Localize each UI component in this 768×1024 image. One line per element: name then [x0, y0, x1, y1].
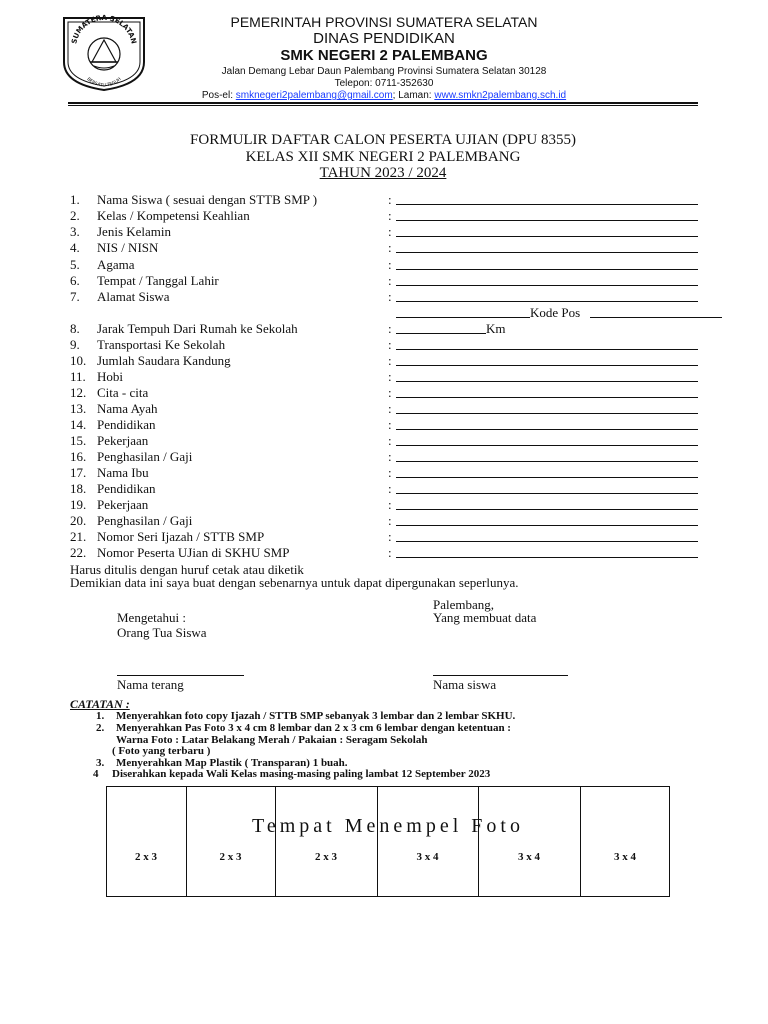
photo-size-cell: 2 x 3 — [219, 851, 242, 863]
author-label: Yang membuat data — [433, 610, 537, 625]
field-input-line[interactable] — [396, 525, 698, 526]
distance-input[interactable] — [396, 333, 486, 334]
email-label: Pos-el: — [201, 90, 236, 101]
field-number: 20. — [70, 513, 87, 528]
field-colon: : — [388, 289, 392, 304]
notes-title: CATATAN : — [70, 697, 130, 711]
field-label: Nama Ibu — [97, 465, 149, 480]
parent-signature-line[interactable] — [117, 675, 244, 676]
field-colon: : — [388, 273, 392, 288]
postal-code-input[interactable] — [590, 317, 722, 318]
photo-cell-divider — [186, 786, 187, 897]
field-label: Pendidikan — [97, 417, 156, 432]
field-label: Nomor Peserta UJian di SKHU SMP — [97, 545, 290, 560]
field-input-line[interactable] — [396, 461, 698, 462]
field-label: Pekerjaan — [97, 497, 149, 512]
field-label: Nama Siswa ( sesuai dengan STTB SMP ) — [97, 192, 318, 207]
photo-size-cell: 2 x 3 — [315, 851, 337, 863]
field-label: Nomor Seri Ijazah / STTB SMP — [97, 529, 265, 544]
photo-cell-divider — [377, 786, 378, 897]
field-number: 12. — [70, 385, 87, 400]
field-label: Penghasilan / Gaji — [97, 449, 193, 464]
field-input-line[interactable] — [396, 413, 698, 414]
field-label: Kelas / Kompetensi Keahlian — [97, 208, 250, 223]
field-input-line[interactable] — [396, 397, 698, 398]
signature-city: Palembang, — [433, 597, 495, 612]
field-number: 5. — [70, 257, 80, 272]
field-input-line[interactable] — [396, 381, 698, 382]
field-input-line[interactable] — [396, 285, 698, 286]
field-colon: : — [388, 417, 392, 432]
logo-top-text: SUMATERA SELATAN — [70, 13, 138, 45]
note-text: Diserahkan kepada Wali Kelas masing-masing paling lambat 12 September 2023 — [112, 768, 491, 780]
field-label: Cita - cita — [97, 385, 149, 400]
field-colon: : — [388, 433, 392, 448]
header-divider-thin — [68, 105, 698, 106]
field-label: Penghasilan / Gaji — [97, 513, 193, 528]
field-input-line[interactable] — [396, 477, 698, 478]
field-label: Hobi — [97, 369, 123, 384]
field-colon: : — [388, 385, 392, 400]
school-address: Jalan Demang Lebar Daun Palembang Provinsi Sumatera Selatan 30128 — [221, 66, 547, 77]
field-label: Alamat Siswa — [97, 289, 170, 304]
field-input-line[interactable] — [396, 493, 698, 494]
parent-name-label: Nama terang — [117, 677, 184, 692]
field-label: Nama Ayah — [97, 401, 158, 416]
form-subtitle: KELAS XII SMK NEGERI 2 PALEMBANG — [245, 149, 521, 165]
field-colon: : — [388, 208, 392, 223]
field-label: Jarak Tempuh Dari Rumah ke Sekolah — [97, 321, 298, 336]
field-colon: : — [388, 257, 392, 272]
field-label: Tempat / Tanggal Lahir — [97, 273, 219, 288]
field-number: 21. — [70, 529, 87, 544]
note-number: 3. — [96, 757, 105, 769]
address-line-2[interactable] — [396, 317, 530, 318]
field-colon: : — [388, 353, 392, 368]
photo-cell-divider — [275, 786, 276, 897]
student-name-label: Nama siswa — [433, 677, 497, 692]
provincial-emblem-icon — [54, 12, 154, 92]
photo-placement-table — [106, 786, 670, 897]
form-title: FORMULIR DAFTAR CALON PESERTA UJIAN (DPU 8355) — [190, 132, 576, 148]
photo-cell-divider — [580, 786, 581, 897]
field-input-line[interactable] — [396, 429, 698, 430]
school-phone: Telepon: 0711-352630 — [334, 78, 434, 89]
field-number: 1. — [70, 192, 80, 207]
email-link[interactable]: smknegeri2palembang@gmail.com — [235, 90, 393, 101]
note-text: Menyerahkan Pas Foto 3 x 4 cm 8 lembar dan 2 x 3 cm 6 lembar dengan ketentuan : — [116, 722, 511, 734]
field-colon: : — [388, 337, 392, 352]
field-input-line[interactable] — [396, 252, 698, 253]
field-input-line[interactable] — [396, 349, 698, 350]
field-colon: : — [388, 401, 392, 416]
field-input-line[interactable] — [396, 269, 698, 270]
distance-unit: Km — [486, 321, 506, 336]
parent-label: Orang Tua Siswa — [117, 625, 207, 640]
field-number: 19. — [70, 497, 87, 512]
field-label: Jenis Kelamin — [97, 224, 172, 239]
field-input-line[interactable] — [396, 220, 698, 221]
web-label: ; Laman: — [392, 90, 435, 101]
contact-line — [150, 91, 618, 101]
photo-table-heading: Tempat Menempel Foto — [252, 815, 524, 837]
field-number: 17. — [70, 465, 87, 480]
note-text: ( Foto yang terbaru ) — [112, 745, 211, 757]
instruction-print: Harus ditulis dengan huruf cetak atau diketik — [70, 562, 304, 577]
note-text: Warna Foto : Latar Belakang Merah / Pakaian : Seragam Sekolah — [116, 734, 428, 746]
logo-bottom-text: BERSATU TEGUH — [85, 77, 123, 89]
field-number: 11. — [70, 369, 86, 384]
instruction-statement: Demikian data ini saya buat dengan sebenarnya untuk dapat dipergunakan seperlunya. — [70, 575, 519, 590]
postal-code-label: Kode Pos — [530, 305, 581, 320]
photo-size-cell: 3 x 4 — [518, 851, 540, 863]
field-input-line[interactable] — [396, 557, 698, 558]
field-input-line[interactable] — [396, 204, 698, 205]
field-number: 14. — [70, 417, 87, 432]
field-number: 9. — [70, 337, 80, 352]
field-number: 18. — [70, 481, 87, 496]
field-input-line[interactable] — [396, 445, 698, 446]
note-number: 4 — [93, 768, 99, 780]
field-input-line[interactable] — [396, 301, 698, 302]
field-colon: : — [388, 224, 392, 239]
field-label: Pekerjaan — [97, 433, 149, 448]
note-text: Menyerahkan Map Plastik ( Transparan) 1 buah. — [116, 757, 348, 769]
field-colon: : — [388, 513, 392, 528]
field-number: 13. — [70, 401, 87, 416]
field-input-line[interactable] — [396, 236, 698, 237]
field-colon: : — [388, 369, 392, 384]
field-number: 4. — [70, 240, 80, 255]
field-number: 16. — [70, 449, 87, 464]
field-label: Pendidikan — [97, 481, 156, 496]
acknowledged-label: Mengetahui : — [117, 610, 186, 625]
field-number: 10. — [70, 353, 87, 368]
field-number: 2. — [70, 208, 80, 223]
field-input-line[interactable] — [396, 365, 698, 366]
field-input-line[interactable] — [396, 541, 698, 542]
field-colon: : — [388, 321, 392, 336]
field-colon: : — [388, 465, 392, 480]
field-label: Agama — [97, 257, 135, 272]
field-colon: : — [388, 481, 392, 496]
field-number: 6. — [70, 273, 80, 288]
field-colon: : — [388, 240, 392, 255]
photo-size-cell: 3 x 4 — [416, 851, 439, 863]
photo-size-cell: 2 x 3 — [135, 851, 157, 863]
field-colon: : — [388, 545, 392, 560]
field-label: NIS / NISN — [97, 240, 159, 255]
note-number: 2. — [96, 722, 105, 734]
photo-cell-divider — [478, 786, 479, 897]
department-name: DINAS PENDIDIKAN — [313, 30, 455, 47]
field-number: 15. — [70, 433, 87, 448]
field-colon: : — [388, 449, 392, 464]
note-text: Menyerahkan foto copy Ijazah / STTB SMP sebanyak 3 lembar dan 2 lembar SKHU. — [116, 710, 516, 722]
note-number: 1. — [96, 710, 105, 722]
field-label: Jumlah Saudara Kandung — [97, 353, 231, 368]
school-name: SMK NEGERI 2 PALEMBANG — [280, 47, 488, 64]
student-signature-line[interactable] — [433, 675, 568, 676]
website-link[interactable]: www.smkn2palembang.sch.id — [434, 90, 567, 101]
header-divider — [68, 102, 698, 104]
field-input-line[interactable] — [396, 509, 698, 510]
field-colon: : — [388, 192, 392, 207]
field-number: 8. — [70, 321, 80, 336]
field-number: 3. — [70, 224, 80, 239]
government-name: PEMERINTAH PROVINSI SUMATERA SELATAN — [230, 14, 538, 30]
field-number: 7. — [70, 289, 80, 304]
photo-size-cell: 3 x 4 — [614, 851, 636, 863]
form-year: TAHUN 2023 / 2024 — [319, 165, 447, 181]
field-number: 22. — [70, 545, 87, 560]
field-colon: : — [388, 497, 392, 512]
field-label: Transportasi Ke Sekolah — [97, 337, 226, 352]
field-colon: : — [388, 529, 392, 544]
